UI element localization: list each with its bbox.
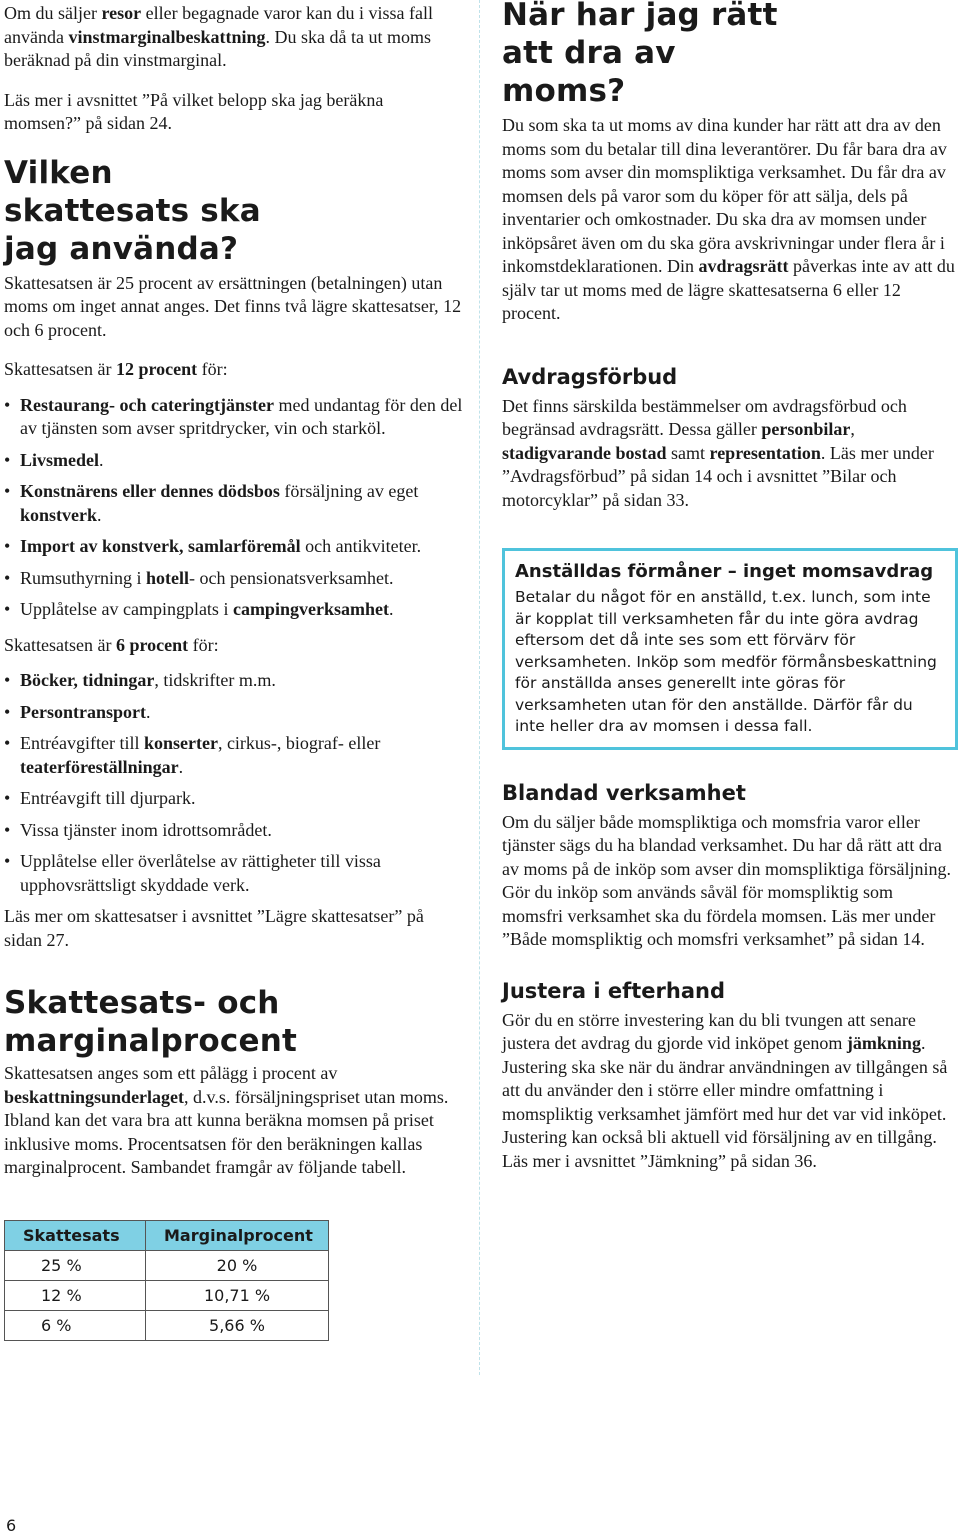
list-item: • Vissa tjänster inom idrottsområdet. [4,819,464,843]
column-divider [479,0,480,1375]
employee-benefits-box [502,548,958,750]
table-cell: 10,71 % [146,1280,329,1310]
heading-adjust-later: Justera i efterhand [502,978,726,1003]
bold-term: Livsmedel [20,449,99,470]
intro-reference: Läs mer i avsnittet ”På vilket belopp ska jag beräkna momsen?” på sidan 24. [4,89,384,133]
table-header-row [5,1220,329,1250]
six-intro: Skattesatsen är 6 procent för: [4,634,219,655]
page-number: 6 [6,1516,17,1535]
left-column [4,0,464,1341]
table-row [5,1280,329,1310]
bold-term: personbilar [761,419,851,439]
bold-term: 12 procent [115,359,198,379]
bold-term: campingverksamhet [232,599,389,619]
bold-term: resor [101,3,142,23]
bold-term: beskattningsunderlaget [4,1086,185,1107]
bold-term: teaterföreställningar [20,756,179,777]
mixed-business-paragraph: Om du säljer både momspliktiga och momsfria varor eller tjänster sägs du ha blandad verksamhet. Du har då rätt att dra av moms på de inköp som avser din momspliktiga försäljning. Gör du inköp som används såväl för momspliktig som momsfri verksamhet ska du fördela momsen. Läs mer under ”Både momspliktig och momsfri verksamhet” på sidan 14. [502,811,951,949]
list-item: • Entréavgift till djurpark. [4,787,464,811]
right-column [502,0,958,1173]
heading-mixed-business: Blandad verksamhet [502,780,746,805]
heading-when-deduct: När har jag rätt att dra av moms? [502,0,778,109]
list-item: • Livsmedel. [4,449,464,473]
list-item: • Upplåtelse eller överlåtelse av rättigheter till vissa upphovsrättsligt skyddade verk. [4,850,464,897]
heading-which-rate: Vilken skattesats ska jag använda? [4,154,261,267]
list-item: • Böcker, tidningar, tidskrifter m.m. [4,669,464,693]
list-item: • Rumsuthyrning i hotell- och pensionatsverksamhet. [4,567,464,591]
box-title: Anställdas förmåner – inget momsavdrag [515,561,934,582]
bold-term: Restaurang- och cateringtjänster [20,394,274,415]
twelve-percent-list [4,394,464,622]
bold-term: Böcker, tidningar [20,670,155,690]
bold-term: representation [709,442,821,463]
table-row [5,1250,329,1280]
six-percent-list [4,669,464,897]
table-cell: 25 % [5,1250,146,1280]
bold-term: jämkning [846,1033,921,1053]
heading-deduction-ban: Avdragsförbud [502,364,678,389]
lower-rates-reference: Läs mer om skattesatser i avsnittet ”Lägre skattesatser” på sidan 27. [4,906,424,950]
deduction-ban-paragraph: Det finns särskilda bestämmelser om avdragsförbud och begränsad avdragsrätt. Dessa gäller personbilar, stadigvarande bostad samt representation. Läs mer under ”Avdragsförbud” på sidan 14 och i avsnittet ”Bilar och motorcyklar” på sidan 33. [502,395,934,510]
list-item: • Import av konstverk, samlarföremål och antikviteter. [4,535,464,559]
table-cell: 5,66 % [146,1310,329,1340]
table-cell: 20 % [146,1250,329,1280]
table-header-marginal: Marginalprocent [146,1220,329,1250]
list-item: • Restaurang- och cateringtjänster med undantag för den del av tjänsten som avser spritdrycker, vin och starköl. [4,394,464,441]
rate-table [4,1220,329,1341]
intro-paragraph: Om du säljer resor eller begagnade varor kan du i vissa fall använda vinstmarginalbeskattning. Du ska då ta ut moms beräknad på din vinstmarginal. [4,3,434,70]
bold-term: Konstnärens eller dennes dödsbos [20,481,280,501]
bold-term: konserter [143,733,218,753]
bold-term: Persontransport [20,701,146,722]
twelve-intro: Skattesatsen är 12 procent för: [4,359,228,379]
bold-term: stadigvarande bostad [502,442,667,463]
marginal-paragraph: Skattesatsen anges som ett pålägg i procent av beskattningsunderlaget, d.v.s. försäljningspriset utan moms. Ibland kan det vara bra att kunna beräkna momsen på priset inklusive moms. Procentsatsen för den beräkningen kallas marginalprocent. Sambandet framgår av följande tabell. [4,1063,449,1177]
list-item: • Konstnärens eller dennes dödsbos försäljning av eget konstverk. [4,480,464,527]
adjust-later-paragraph: Gör du en större investering kan du bli tvungen att senare justera det avdrag du gjorde vid inköpet genom jämkning. Justering ska ske när du ändrar användningen av tillgången så att du använder den i större eller mindre omfattning i momspliktig verksamhet jämfört med hur det var vid inköpet. Justering kan också bli aktuell vid försäljning av en tillgång. Läs mer i avsnittet ”Jämkning” på sidan 36. [502,1009,948,1171]
box-body: Betalar du något för en anställd, t.ex. lunch, som inte är kopplat till verksamheten får du inte göra avdrag eftersom det då inte ses som ett förvärv för verksamheten. Inköp som medför förmånsbeskattning för anställda anses generellt inte göras för verksamheten utan för den anställde. Därför får du inte heller dra av momsen i dessa fall. [515,588,937,735]
list-item: • Upplåtelse av campingplats i campingverksamhet. [4,598,464,622]
bold-term: 6 procent [115,634,189,655]
bold-term: hotell [146,567,190,588]
table-cell: 12 % [5,1280,146,1310]
bold-term: Import av konstverk, samlarföremål [20,536,301,556]
bold-term: konstverk [20,504,98,525]
bold-term: vinstmarginalbeskattning [68,26,266,47]
rate-paragraph: Skattesatsen är 25 procent av ersättningen (betalningen) utan moms om inget annat anges. Det finns två lägre skattesatser, 12 och 6 procent. [4,272,462,340]
when-paragraph: Du som ska ta ut moms av dina kunder har rätt att dra av den moms som du betalar till dina leverantörer. Du får bara dra av moms som avser din momspliktiga verksamhet. Du får dra av momsen dels på varor som du köper för att sälja, dels på inventarier och omkostnader. Du ska dra av momsen under inköpsåret även om du ska göra avskrivningar under flera år i inkomstdeklarationen. Din avdragsrätt påverkas inte av att du själv tar ut moms med de lägre skattesatserna 6 eller 12 procent. [502,115,955,323]
list-item: • Entréavgifter till konserter, cirkus-, biograf- eller teaterföreställningar. [4,732,464,779]
heading-marginal: Skattesats- och marginalprocent [4,985,298,1059]
table-row [5,1310,329,1340]
list-item: • Persontransport. [4,701,464,725]
table-header-rate: Skattesats [5,1220,146,1250]
table-cell: 6 % [5,1310,146,1340]
bold-term: avdragsrätt [698,256,789,276]
